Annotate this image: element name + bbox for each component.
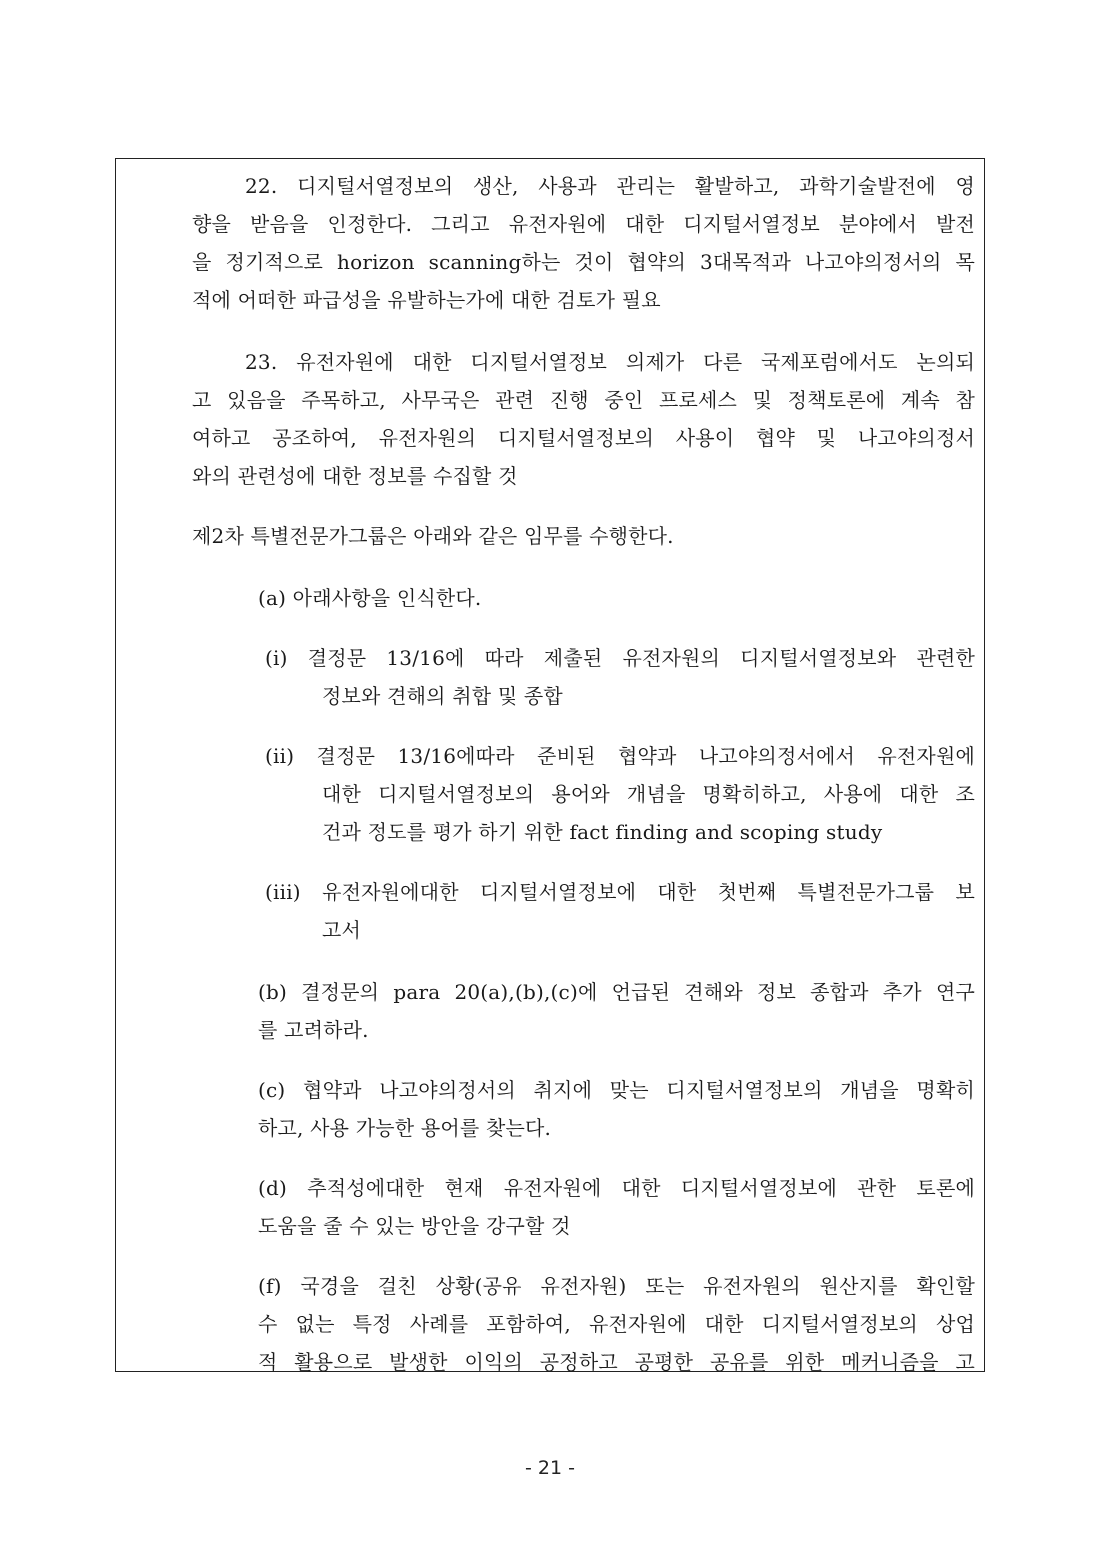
- item-d-line-1: (d) 추적성에대한 현재 유전자원에 대한 디지털서열정보에 관한 토론에: [258, 1176, 975, 1200]
- item-a-iii-line-1: (iii) 유전자원에대한 디지털서열정보에 대한 첫번째 특별전문가그룹 보: [265, 880, 975, 904]
- item-b-line-1: (b) 결정문의 para 20(a),(b),(c)에 언급된 견해와 정보 종합과 추가 연구: [258, 980, 975, 1004]
- para-23-line-3: 여하고 공조하여, 유전자원의 디지털서열정보의 사용이 협약 및 나고야의정서: [192, 426, 975, 450]
- item-a-line: (a) 아래사항을 인식한다.: [258, 586, 482, 610]
- para-22-line-3: 을 정기적으로 horizon scanning하는 것이 협약의 3대목적과 나고야의정서의 목: [192, 250, 975, 274]
- para-23-line-4: 와의 관련성에 대한 정보를 수집할 것: [192, 464, 518, 488]
- page-number: - 21 -: [525, 1457, 575, 1479]
- intro-2nd-group-line: 제2차 특별전문가그룹은 아래와 같은 임무를 수행한다.: [192, 524, 674, 548]
- item-c-line-1: (c) 협약과 나고야의정서의 취지에 맞는 디지털서열정보의 개념을 명확히: [258, 1078, 975, 1102]
- item-a-ii-line-1: (ii) 결정문 13/16에따라 준비된 협약과 나고야의정서에서 유전자원에: [265, 744, 975, 768]
- item-f-line-2: 수 없는 특정 사례를 포함하여, 유전자원에 대한 디지털서열정보의 상업: [258, 1312, 975, 1336]
- item-a-ii-line-3: 건과 정도를 평가 하기 위한 fact finding and scoping study: [322, 820, 883, 844]
- item-a-iii-line-2: 고서: [322, 918, 362, 942]
- para-23-line-2: 고 있음을 주목하고, 사무국은 관련 진행 중인 프로세스 및 정책토론에 계속 참: [192, 388, 975, 412]
- item-f-line-1: (f) 국경을 걸친 상황(공유 유전자원) 또는 유전자원의 원산지를 확인할: [258, 1274, 975, 1298]
- item-f-line-3: 적 활용으로 발생한 이익의 공정하고 공평한 공유를 위한 메커니즘을 고: [258, 1350, 975, 1374]
- item-a-ii-line-2: 대한 디지털서열정보의 용어와 개념을 명확히하고, 사용에 대한 조: [322, 782, 975, 806]
- item-d-line-2: 도움을 줄 수 있는 방안을 강구할 것: [258, 1214, 571, 1238]
- para-22-line-2: 향을 받음을 인정한다. 그리고 유전자원에 대한 디지털서열정보 분야에서 발전: [192, 212, 975, 236]
- item-c-line-2: 하고, 사용 가능한 용어를 찾는다.: [258, 1116, 552, 1140]
- para-23-line-1: 23. 유전자원에 대한 디지털서열정보 의제가 다른 국제포럼에서도 논의되: [245, 350, 975, 374]
- item-b-line-2: 를 고려하라.: [258, 1018, 369, 1042]
- item-a-i-line-2: 정보와 견해의 취합 및 종합: [322, 684, 563, 708]
- para-22-line-1: 22. 디지털서열정보의 생산, 사용과 관리는 활발하고, 과학기술발전에 영: [245, 174, 975, 198]
- item-a-i-line-1: (i) 결정문 13/16에 따라 제출된 유전자원의 디지털서열정보와 관련한: [265, 646, 975, 670]
- para-22-line-4: 적에 어떠한 파급성을 유발하는가에 대한 검토가 필요: [192, 288, 661, 312]
